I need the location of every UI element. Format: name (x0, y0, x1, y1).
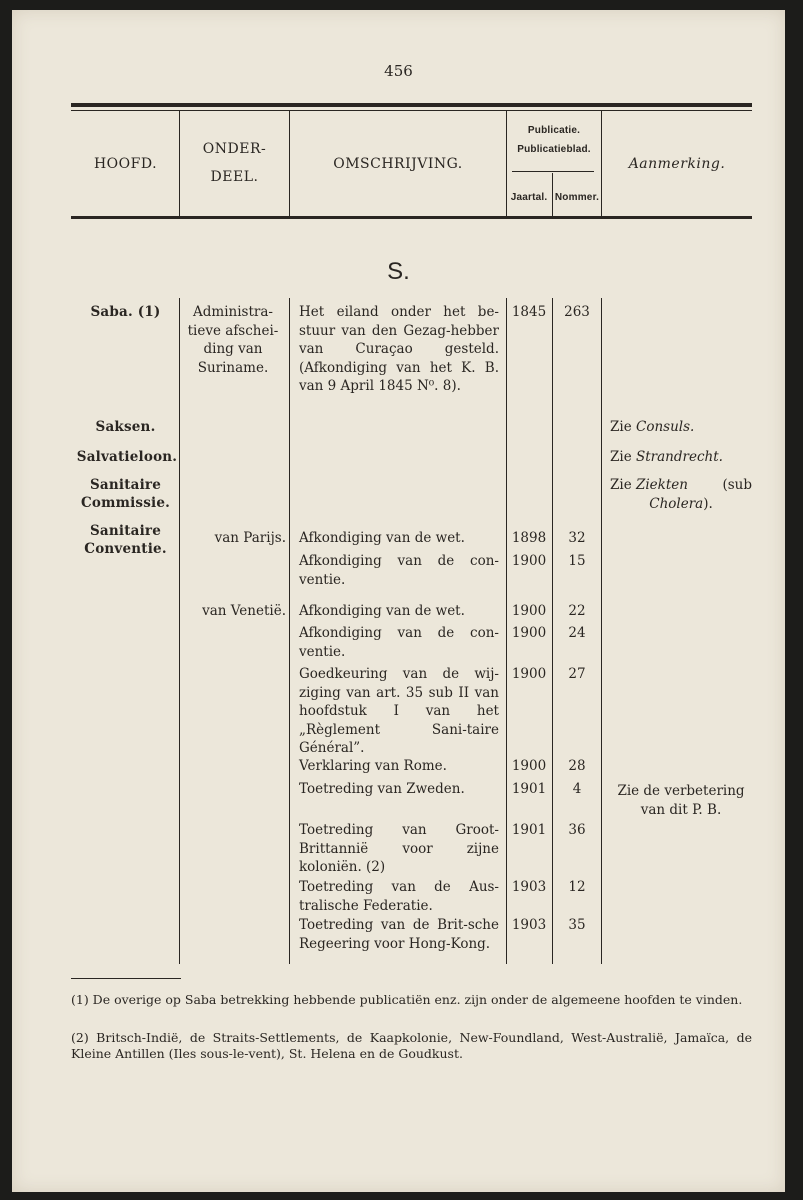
column-header-jaartal: Jaartal. (510, 192, 548, 203)
column-header-onderdeel-line1: ONDER- (202, 141, 267, 157)
page-number: 456 (384, 62, 413, 80)
footnote-1: (1) De overige op Saba betrekking hebbende publicatiën enz. zijn onder de algemeene hoofden te vinden. (71, 992, 743, 1007)
nommer-cell: 15 (568, 553, 586, 569)
nommer-cell: 12 (568, 879, 586, 895)
nommer-cell: 35 (568, 917, 586, 933)
omschrijving-row: Toetreding van de Brit-sche Regeering voor Hong-Kong. (299, 917, 499, 952)
reference-ziekten: Ziekten (635, 477, 688, 493)
header-bottom-rule (71, 216, 752, 219)
reference-strandrecht: Strandrecht. (635, 449, 723, 465)
omschrijving-row: Goedkeuring van de wij-ziging van art. 35 sub II van hoofdstuk I van het „Règlement Sani-taire Général”. (299, 666, 499, 756)
column-header-onderdeel-line2: DEEL. (210, 169, 259, 185)
omschrijving-row: Afkondiging van de wet. (299, 603, 465, 619)
jaartal-cell: 1901 (511, 822, 547, 838)
hoofd-sanitaire-conventie-line1: Sanitaire (89, 523, 162, 539)
column-header-aanmerking: Aanmerking. (628, 156, 726, 172)
nommer-saba: 263 (564, 304, 590, 320)
jaartal-cell: 1900 (511, 666, 547, 682)
reference-cholera: Cholera (649, 495, 704, 512)
pub-sub-rule (512, 171, 594, 172)
column-divider (552, 298, 553, 964)
onderdeel-saba: Administra-tieve afschei-ding van Suriname. (187, 304, 279, 376)
nommer-cell: 27 (568, 666, 586, 682)
nommer-cell: 32 (568, 530, 586, 546)
column-divider (179, 298, 180, 964)
hoofd-sanitaire-commissie-line1: Sanitaire (89, 477, 162, 493)
aanmerking-salvatieloon (610, 448, 752, 467)
header-divider (179, 111, 180, 216)
jaartal-cell: 1900 (511, 603, 547, 619)
column-header-hoofd: HOOFD. (93, 156, 158, 172)
header-top-rule-thin (71, 110, 752, 111)
nommer-cell: 24 (568, 625, 586, 641)
jaartal-cell: 1900 (511, 758, 547, 774)
omschrijving-row: Toetreding van de Aus-tralische Federatie. (299, 879, 499, 914)
nommer-cell: 36 (568, 822, 586, 838)
onderdeel-parijs: van Parijs. (214, 530, 286, 546)
jaartal-cell: 1903 (511, 917, 547, 933)
column-divider (289, 298, 290, 964)
zie-label: Zie (610, 449, 632, 465)
omschrijving-row: Afkondiging van de con-ventie. (299, 625, 499, 660)
aanmerking-sanitaire-commissie: Zie Ziekten (sub Cholera). (610, 477, 752, 512)
jaartal-cell: 1903 (511, 879, 547, 895)
footnote-2: (2) Britsch-Indië, de Straits-Settlements, de Kaapkolonie, New-Foundland, West-Australië, Jamaïca, de Kleine Antillen (Iles sous-le-vent), St. Helena en de Goudkust. (71, 1030, 752, 1061)
nommer-cell: 4 (572, 781, 582, 797)
zie-label: Zie (610, 419, 632, 435)
jaartal-cell: 1900 (511, 625, 547, 641)
omschrijving-row: Afkondiging van de wet. (299, 530, 465, 546)
hoofd-saba: Saba. (1) (90, 304, 161, 320)
hoofd-sanitaire-conventie-line2: Conventie. (84, 541, 167, 557)
omschrijving-saba: Het eiland onder het be-stuur van den Gezag-hebber van Curaçao gesteld. (Afkondiging van het K. B. van 9 April 1845 N⁰. 8). (299, 304, 499, 394)
book-page (12, 10, 785, 1192)
aanmerking-verbetering: Zie de verbetering van dit P. B. (617, 783, 745, 818)
nommer-cell: 28 (568, 758, 586, 774)
nommer-cell: 22 (568, 603, 586, 619)
reference-consuls: Consuls. (635, 419, 695, 435)
sub-label: (sub (722, 477, 752, 493)
header-top-rule (71, 103, 752, 107)
footnote-rule (71, 978, 181, 979)
zie-label: Zie (610, 477, 632, 493)
hoofd-saksen: Saksen. (95, 419, 156, 435)
hoofd-sanitaire-commissie-line2: Commissie. (80, 495, 171, 511)
column-header-nommer: Nommer. (554, 192, 600, 203)
jaartal-cell: 1901 (511, 781, 547, 797)
column-divider (601, 298, 602, 964)
omschrijving-row: Toetreding van Zweden. (299, 781, 465, 797)
jaartal-saba: 1845 (511, 304, 547, 320)
hoofd-salvatieloon: Salvatieloon. (76, 449, 178, 465)
jaartal-cell: 1898 (511, 530, 547, 546)
omschrijving-row: Afkondiging van de con-ventie. (299, 553, 499, 588)
column-header-omschrijving: OMSCHRIJVING. (333, 156, 463, 172)
column-header-publicatie: Publicatie. (527, 125, 581, 136)
omschrijving-row: Toetreding van Groot-Brittannië voor zijne koloniën. (2) (299, 822, 499, 875)
section-letter: S. (387, 258, 410, 285)
column-header-publicatieblad: Publicatieblad. (517, 144, 591, 155)
omschrijving-row: Verklaring van Rome. (299, 758, 447, 774)
jaartal-cell: 1900 (511, 553, 547, 569)
onderdeel-venetie: van Venetië. (202, 603, 286, 619)
aanmerking-saksen (610, 418, 752, 437)
